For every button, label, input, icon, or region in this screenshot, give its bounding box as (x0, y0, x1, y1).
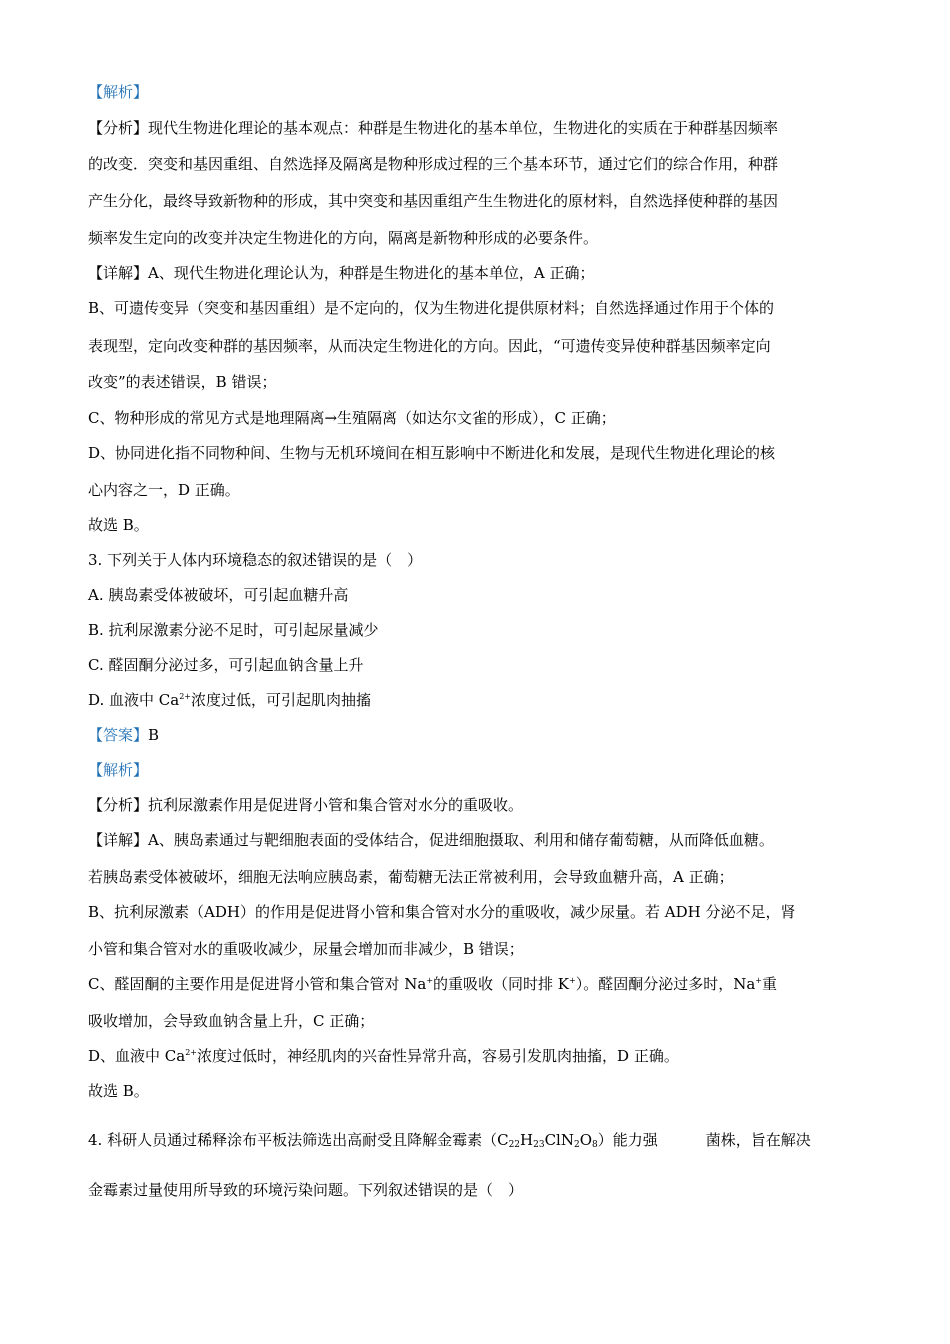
q3-option-a: A. 胰岛素受体被破坏，可引起血糖升高 (88, 586, 349, 604)
answer-value: B (148, 726, 160, 744)
q2-detail-c: C、物种形成的常见方式是地理隔离→生殖隔离（如达尔文雀的形成），C 正确； (88, 409, 616, 427)
q3-detail-a-line-1: 【详解】A、胰岛素通过与靶细胞表面的受体结合，促进细胞摄取、利用和储存葡萄糖，从而降低血糖。 (88, 831, 774, 849)
q2-detail-b-line-3: 改变”的表述错误，B 错误； (88, 373, 277, 391)
q2-detail-b-line-1: B、可遗传变异（突变和基因重组）是不定向的，仅为生物进化提供原材料；自然选择通过作用于个体的 (88, 299, 775, 317)
q3-detail-b-line-1: B、抗利尿激素（ADH）的作用是促进肾小管和集合管对水分的重吸收，减少尿量。若 ADH 分泌不足，肾 (88, 903, 796, 921)
q3-detail-c-line-1: C、醛固酮的主要作用是促进肾小管和集合管对 Na+的重吸收（同时排 K+）。醛固酮分泌过多时，Na+重 (88, 975, 778, 993)
q3-analysis: 【分析】抗利尿激素作用是促进肾小管和集合管对水分的重吸收。 (88, 796, 524, 814)
q2-analysis-line-4: 频率发生定向的改变并决定生物进化的方向，隔离是新物种形成的必要条件。 (88, 229, 599, 247)
q2-analysis-line-3: 产生分化，最终导致新物种的形成，其中突变和基因重组产生生物进化的原材料，自然选择使种群的基因 (88, 192, 779, 210)
xiangjie-label: 【详解】 (88, 264, 149, 282)
daan-label: 【答案】 (88, 726, 149, 744)
jiexi-label: 【解析】 (88, 83, 149, 101)
q3-detail-d: D、血液中 $Ca^{2+}$浓度过低时，神经肌肉的兴奋性异常升高，容易引发肌肉抽搐，D 正确。 (88, 1047, 679, 1065)
q2-detail-a: 【详解】A、现代生物进化理论认为，种群是生物进化的基本单位，A 正确； (88, 264, 595, 282)
q3-detail-a-line-2: 若胰岛素受体被破坏，细胞无法响应胰岛素，葡萄糖无法正常被利用，会导致血糖升高，A 正确； (88, 868, 734, 886)
q2-conclusion: 故选 B。 (88, 516, 149, 534)
q2-analysis-line-2: 的改变．突变和基因重组、自然选择及隔离是物种形成过程的三个基本环节，通过它们的综合作用，种群 (88, 155, 779, 173)
q2-detail-d-line-1: D、协同进化指不同物种间、生物与无机环境间在相互影响中不断进化和发展，是现代生物进化理论的核 (88, 444, 776, 462)
q3-option-b: B. 抗利尿激素分泌不足时，可引起尿量减少 (88, 621, 379, 639)
q2-detail-d-line-2: 心内容之一，D 正确。 (88, 481, 240, 499)
q3-option-d: D. 血液中 $Ca^{2+}$浓度过低，可引起肌肉抽搐 (88, 691, 372, 709)
q3-stem: 3. 下列关于人体内环境稳态的叙述错误的是（ ） (88, 551, 423, 569)
q3-detail-c-line-2: 吸收增加，会导致血钠含量上升，C 正确； (88, 1012, 375, 1030)
q3-jiexi-label: 【解析】 (88, 761, 149, 779)
fenxi-label: 【分析】 (88, 119, 149, 137)
q3-option-c: C. 醛固酮分泌过多，可引起血钠含量上升 (88, 656, 364, 674)
q3-detail-b-line-2: 小管和集合管对水的重吸收减少，尿量会增加而非减少，B 错误； (88, 940, 524, 958)
q2-analysis-line-1: 【分析】现代生物进化理论的基本观点：种群是生物进化的基本单位，生物进化的实质在于种群基因频率 (88, 119, 779, 137)
q4-stem-line-1: 4. 科研人员通过稀释涂布平板法筛选出高耐受且降解金霉素$(C_{22}H_{23}ClN_2O_8)$能力强 菌株，旨在解决 (88, 1131, 811, 1150)
q2-detail-b-line-2: 表现型，定向改变种群的基因频率，从而决定生物进化的方向。因此，“可遗传变异使种群基因频率定向 (88, 337, 771, 355)
q3-answer (88, 725, 868, 745)
q3-conclusion: 故选 B。 (88, 1082, 149, 1100)
q4-stem-line-2: 金霉素过量使用所导致的环境污染问题。下列叙述错误的是（ ） (88, 1181, 524, 1199)
